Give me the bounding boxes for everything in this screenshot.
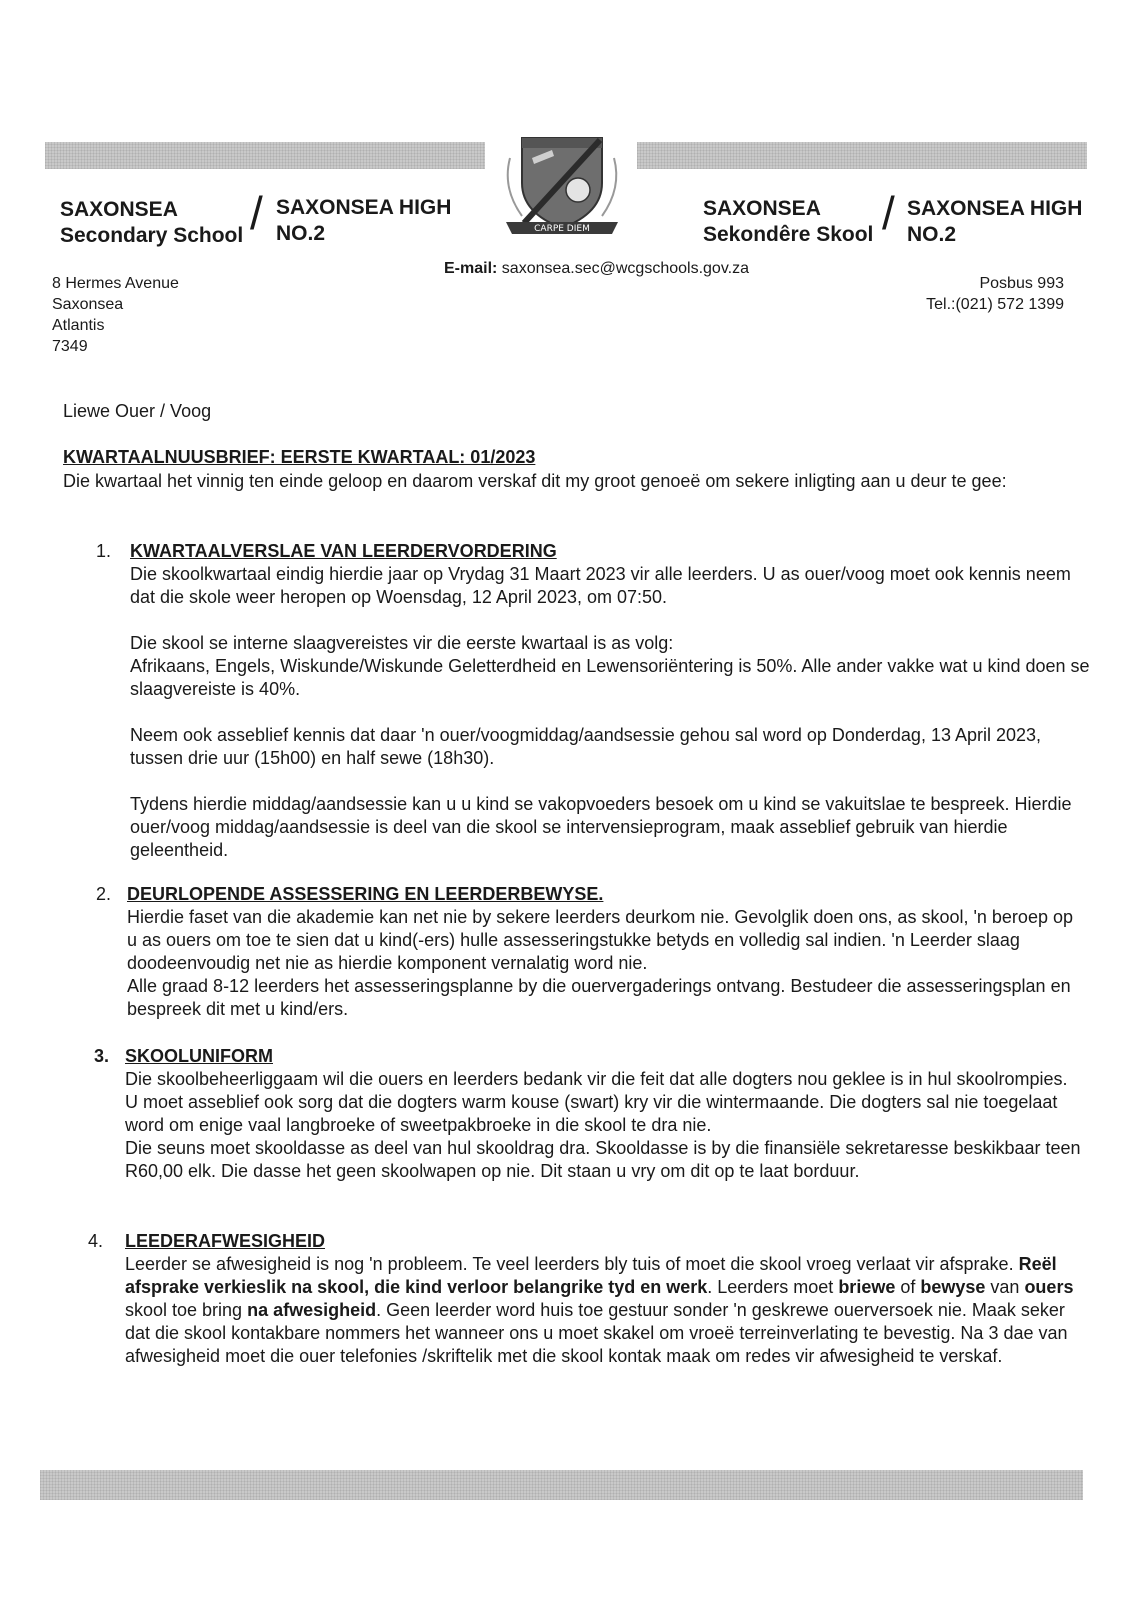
address-line: 7349 — [52, 338, 88, 355]
school-name-left-line1: SAXONSEA — [60, 198, 178, 221]
paragraph: Hierdie faset van die akademie kan net nie by sekere leerders deurkom nie. Gevolglik doen ons, as skool, 'n beroep op u as ouers om toe te sien dat u kind(-ers) hulle assesseringstukke betyds en volledig sal indien. 'n Leerder slaag doodeenvoudig net nie as hierdie komponent vernalatig word nie. — [127, 907, 1073, 973]
school-alt-name-left — [276, 195, 451, 247]
section-title: DEURLOPENDE ASSESSERING EN LEERDERBEWYSE. — [127, 884, 604, 904]
text-run: Leerder se afwesigheid is nog 'n probleem. Te veel leerders bly tuis of moet die skool vroeg verlaat vir afsprake. — [125, 1254, 1019, 1274]
email-value: saxonsea.sec@wcgschools.gov.za — [501, 260, 749, 277]
school-alt-right-line2: NO.2 — [907, 223, 957, 246]
svg-text:CARPE DIEM: CARPE DIEM — [534, 224, 590, 234]
address-line: 8 Hermes Avenue — [52, 275, 179, 292]
paragraph: Die skoolbeheerliggaam wil die ouers en leerders bedank vir die feit dat alle dogters nou geklee is in hul skoolrompies. U moet asseblief ook sorg dat die dogters warm kouse (swart) kry vir die wintermaande. Die dogters sal nie toegelaat word om enige vaal langbroeke of sweetpakbroeke in die skool te dra nie. — [125, 1069, 1068, 1135]
text-run: of — [895, 1277, 921, 1297]
text-run: skool toe bring — [125, 1300, 248, 1320]
section-1-body — [130, 563, 1090, 862]
section-title: SKOOLUNIFORM — [125, 1046, 273, 1066]
bold-run: Reël afsprake verkieslik na skool, die kind verloor belangrike tyd en werk — [125, 1254, 1057, 1297]
intro-paragraph: Die kwartaal het vinnig ten einde geloop en daarom verskaf dit my groot genoeë om sekere inligting aan u deur te gee: — [63, 471, 1007, 491]
section-3-body — [125, 1068, 1085, 1183]
text-run: . Geen leerder word huis toe gestuur sonder 'n geskrewe ouerversoek nie. Maak seker dat die skool kontakbare nommers het wanneer ons u moet skakel om vroeë terreinverlating te bevestig. Na 3 dae van afwesigheid moet die ouer telefonies /skriftelik met die skool kontak maak om redes vir afwesigheid te verskaf. — [125, 1300, 1068, 1366]
section-title: LEEDERAFWESIGHEID — [125, 1231, 326, 1251]
postal-box: Posbus 993 — [979, 275, 1064, 292]
section-2-body — [127, 906, 1087, 1021]
postal-contact — [926, 273, 1064, 315]
school-name-right-line2: Sekondêre Skool — [703, 223, 874, 246]
bold-run: briewe — [838, 1277, 896, 1297]
bold-run: bewyse — [920, 1277, 986, 1297]
section-number: 1. — [96, 541, 112, 561]
section-title: KWARTAALVERSLAE VAN LEERDERVORDERING — [130, 541, 557, 561]
header-bar-left — [45, 142, 485, 169]
salutation: Liewe Ouer / Voog — [63, 401, 212, 421]
school-crest — [492, 128, 632, 248]
email-line — [444, 259, 749, 279]
section-number: 3. — [94, 1046, 110, 1066]
section-number: 2. — [96, 884, 112, 904]
divider-slash-left: / — [250, 187, 263, 239]
paragraph: Afrikaans, Engels, Wiskunde/Wiskunde Geletterdheid en Lewensoriëntering is 50%. Alle ander vakke wat u kind doen se slaagvereiste is 40%. — [130, 656, 1090, 699]
text-run: van — [985, 1277, 1025, 1297]
school-alt-right-line1: SAXONSEA HIGH — [907, 197, 1083, 220]
email-label: E-mail: — [444, 260, 498, 277]
divider-slash-right: / — [882, 187, 895, 239]
paragraph: Die seuns moet skooldasse as deel van hul skooldrag dra. Skooldasse is by die finansiële sekretaresse beskikbaar teen R60,00 elk. Die dasse het geen skoolwapen op nie. Dit staan u vry om dit op te laat borduur. — [125, 1138, 1081, 1181]
street-address — [52, 273, 179, 357]
school-name-left — [60, 197, 243, 249]
paragraph: Neem ook asseblief kennis dat daar 'n ouer/voogmiddag/aandsessie gehou sal word op Donderdag, 13 April 2023, tussen drie uur (15h00) en half sewe (18h30). — [130, 725, 1042, 768]
school-alt-name-right — [907, 196, 1082, 248]
paragraph: Die skool se interne slaagvereistes vir die eerste kwartaal is as volg: — [130, 633, 674, 653]
school-name-right-line1: SAXONSEA — [703, 197, 821, 220]
address-line: Atlantis — [52, 317, 105, 334]
newsletter-heading: KWARTAALNUUSBRIEF: EERSTE KWARTAAL: 01/2023 — [63, 447, 536, 467]
crest-shield-icon — [492, 128, 632, 248]
address-line: Saxonsea — [52, 296, 124, 313]
paragraph: Tydens hierdie middag/aandsessie kan u u kind se vakopvoeders besoek om u kind se vakuitslae te bespreek. Hierdie ouer/voog middag/aandsessie is deel van die skool se intervensieprogram, maak asseblief gebruik van hierdie geleentheid. — [130, 794, 1072, 860]
bold-run: na afwesigheid — [247, 1300, 377, 1320]
school-name-right — [703, 196, 873, 248]
section-number: 4. — [88, 1231, 104, 1251]
footer-bar — [40, 1470, 1083, 1500]
paragraph: Alle graad 8-12 leerders het assesseringsplanne by die ouervergaderings ontvang. Bestudeer die assesseringsplan en bespreek dit met u kind/ers. — [127, 976, 1071, 1019]
paragraph — [125, 1253, 1085, 1368]
school-name-left-line2: Secondary School — [60, 224, 244, 247]
telephone: Tel.:(021) 572 1399 — [926, 296, 1064, 313]
section-4-body — [125, 1253, 1085, 1368]
paragraph: Die skoolkwartaal eindig hierdie jaar op Vrydag 31 Maart 2023 vir alle leerders. U as ouer/voog moet ook kennis neem dat die skole weer heropen op Woensdag, 12 April 2023, om 07:50. — [130, 564, 1071, 607]
text-run: . Leerders moet — [707, 1277, 839, 1297]
header-bar-right — [637, 142, 1087, 169]
bold-run: ouers — [1024, 1277, 1074, 1297]
school-alt-left-line1: SAXONSEA HIGH — [276, 196, 452, 219]
school-alt-left-line2: NO.2 — [276, 222, 326, 245]
